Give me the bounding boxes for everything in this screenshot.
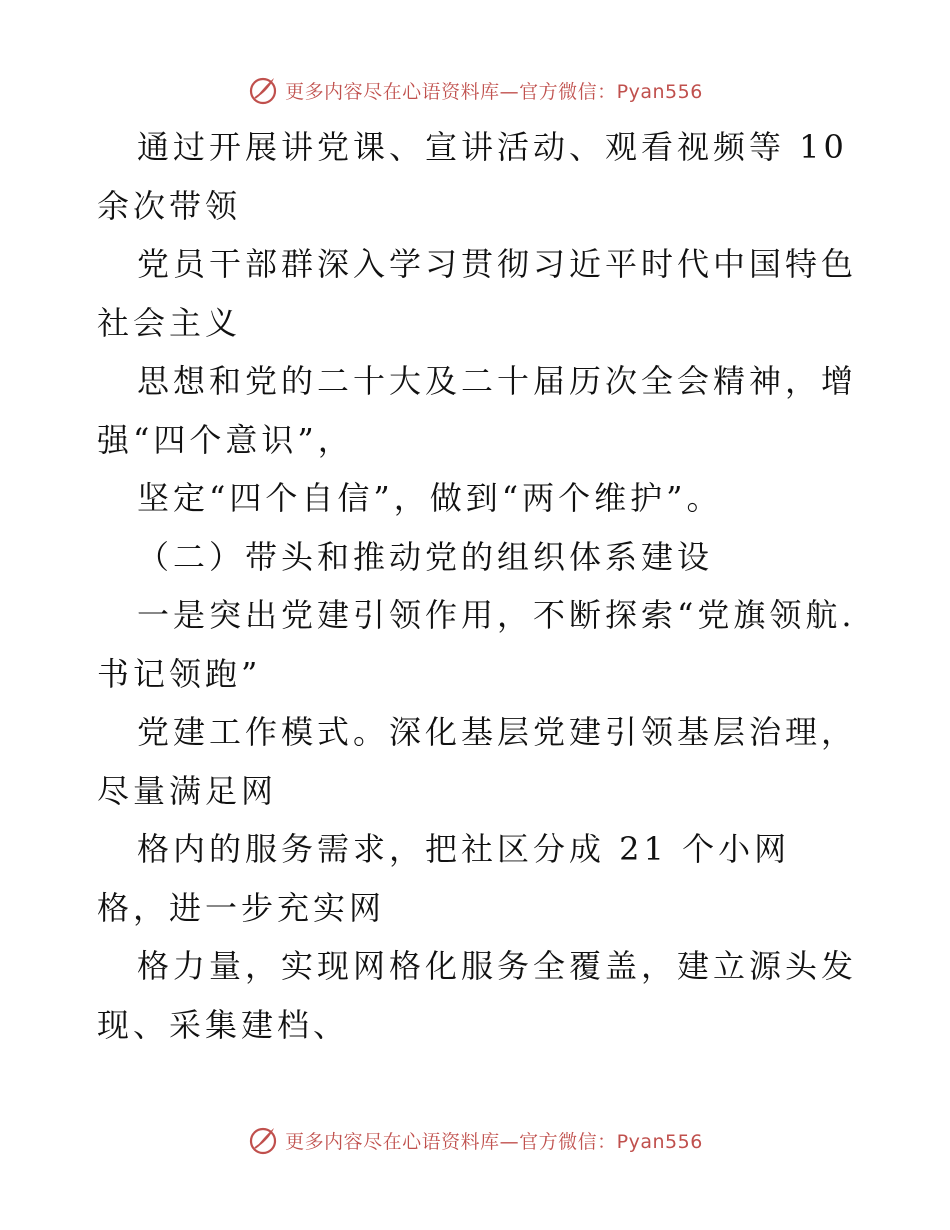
paragraph: 党员干部群深入学习贯彻习近平时代中国特色社会主义 — [97, 245, 858, 342]
paragraph: 格力量，实现网格化服务全覆盖，建立源头发现、采集建档、 — [97, 947, 858, 1044]
section-heading: （二）带头和推动党的组织体系建设 — [137, 537, 714, 576]
paragraph: 格内的服务需求，把社区分成 21 个小网格，进一步充实网 — [97, 830, 791, 927]
paragraph: 党建工作模式。深化基层党建引领基层治理，尽量满足网 — [97, 713, 858, 810]
footer-banner — [0, 1120, 950, 1160]
header-banner-text: 更多内容尽在心语资料库—官方微信：Pyan556 — [285, 80, 703, 103]
paragraph: 思想和党的二十大及二十届历次全会精神，增强“四个意识”， — [97, 362, 858, 459]
footer-banner-text: 更多内容尽在心语资料库—官方微信：Pyan556 — [285, 1130, 703, 1153]
header-banner — [0, 70, 950, 110]
paragraph: 坚定“四个自信”，做到“两个维护”。 — [137, 479, 723, 517]
paragraph: 一是突出党建引领作用，不断探索“党旗领航.书记领跑” — [97, 596, 856, 693]
quill-logo-icon — [247, 74, 279, 106]
quill-logo-icon — [247, 1124, 279, 1156]
document-body — [97, 118, 857, 1054]
paragraph: 通过开展讲党课、宣讲活动、观看视频等 10 余次带领 — [97, 128, 848, 225]
